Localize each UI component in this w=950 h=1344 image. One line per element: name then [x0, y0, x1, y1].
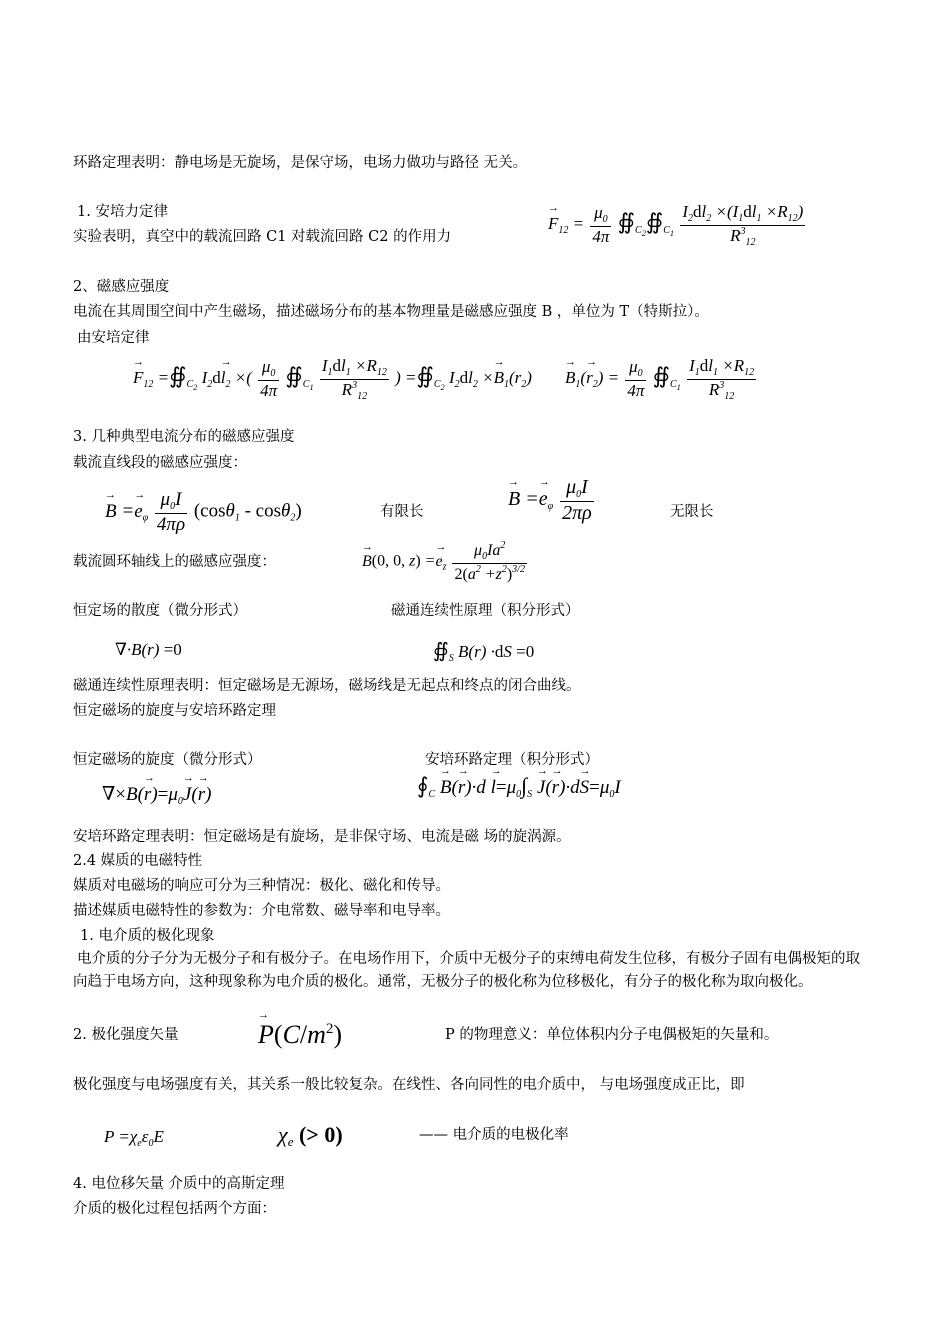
formula-p-chi-e: $P =\chi_e\varepsilon_0E$ — [104, 1127, 164, 1149]
section-heading: 1. 安培力定律 — [77, 204, 168, 220]
section-heading: 3. 几种典型电流分布的磁感应强度 — [73, 429, 295, 445]
text-line: 描述媒质电磁特性的参数为：介电常数、磁导率和电导率。 — [73, 903, 450, 919]
formula-curl: $\nabla\times B(\to r)=\mu_0\to J(\to r)$ — [102, 785, 211, 807]
section-heading: 1. 电介质的极化现象 — [80, 928, 215, 944]
formula-ampere-force: → $F_{12}$ = $\frac{\mu_0}{4\pi}$ $∯_{C_2}∯_{C_1}$ $\frac{I_2dl_2 \times(I_1dl_1 \times R_{12})}{R^3_{12}}$ — [548, 202, 807, 248]
text-line: 介质的极化过程包括两个方面： — [73, 1201, 276, 1217]
formula-finite-wire: → $B =\to e_\varphi$ $\frac{\mu_0I}{4\pi\rho}$ (cosθ$_1$ - cosθ$_2$) — [105, 489, 302, 535]
label-infinite: 无限长 — [670, 504, 714, 520]
text-line: 安培环路定理表明：恒定磁场是有旋场，是非保守场、电流是磁 场的旋涡源。 — [73, 829, 571, 845]
text-line: 电流在其周围空间中产生磁场，描述磁场分布的基本物理量是磁感应强度 B ，单位为 T（特斯拉）。 — [73, 304, 709, 320]
formula-ring-axis: → B(0, 0, $z) =\to e_z$ $\frac{\mu_0Ia^2}{2(a^2 +z^2)^{3/2}}$ — [362, 540, 529, 584]
text-line: P 的物理意义：单位体积内分子电偶极矩的矢量和。 — [445, 1027, 779, 1043]
text-line: 恒定场的散度（微分形式） — [73, 603, 247, 619]
formula-force-via-b: → $F_{12}$ $=∯_{C_2}$ $I_2d\to l_2$ ×( $\frac{\mu_0}{4\pi}$ $∯_{C_1}$ $\frac{I_1dl_1 \times R_{12}}{R^3_{12}}$ ) $=∯_{C_2}$ $I_2dl_2 \times\to B_1(r_2)$ — [133, 356, 532, 402]
formula-flux-continuity: $∯_S$ B(r) ·dS =0 — [433, 640, 535, 664]
text-line: 载流圆环轴线上的磁感应强度： — [73, 554, 276, 570]
text-line: 恒定磁场的旋度（微分形式） — [73, 752, 262, 768]
text-line: 磁通连续性原理（积分形式） — [391, 603, 580, 619]
paragraph-polarization: 电介质的分子分为无极分子和有极分子。在电场作用下，介质中无极分子的束缚电荷发生位移，有极分子固有电偶极矩的取向趋于电场方向，这种现象称为电介质的极化。通常，无极分子的极化称为位移极化，有分子的极化称为取向极化。 — [73, 951, 860, 990]
section-heading: 2. 极化强度矢量 — [73, 1027, 179, 1043]
formula-divergence: ∇·B(r) =0 — [115, 640, 182, 659]
text-line: —— 电介质的电极化率 — [419, 1127, 569, 1143]
section-heading: 4. 电位移矢量 介质中的高斯定理 — [73, 1176, 285, 1192]
text-line: 实验表明，真空中的载流回路 C1 对载流回路 C2 的作用力 — [73, 229, 452, 245]
section-heading: 2、磁感应强度 — [73, 279, 170, 295]
text-line: 载流直线段的磁感应强度： — [73, 455, 247, 471]
formula-infinite-wire: → $B =\to e_\varphi$ $\frac{\mu_0I}{2\pi\rho}$ — [508, 476, 596, 525]
formula-polarization-unit: → $P(C/m^2)$ — [258, 1022, 342, 1048]
formula-ampere-loop: $∮_C \to B(\to r)\cdot d \to l=\mu_0\int_S \to J(\to r)\cdot d\to S=\mu_0I$ — [417, 775, 621, 800]
text-line: 恒定磁场的旋度与安培环路定理 — [73, 703, 276, 719]
text-line: 极化强度与电场强度有关，其关系一般比较复杂。在线性、各向同性的电介质中， 与电场强度成正比，即 — [73, 1077, 745, 1093]
text-line: 安培环路定理（积分形式） — [425, 752, 599, 768]
formula-b1: → $B_1(\to r_2)$ = $\frac{\mu_0}{4\pi}$ $∯_{C_1}$ $\frac{I_1dl_1 \times R_{12}}{R^3_{12}}$ — [565, 356, 758, 402]
text-line: 环路定理表明：静电场是无旋场，是保守场，电场力做功与路径 无关。 — [73, 155, 528, 171]
label-finite: 有限长 — [380, 504, 424, 520]
formula-chi-positive: $\chi_e$ (> 0) — [278, 1122, 343, 1149]
text-line: 媒质对电磁场的响应可分为三种情况：极化、磁化和传导。 — [73, 878, 450, 894]
text-line: 磁通连续性原理表明：恒定磁场是无源场，磁场线是无起点和终点的闭合曲线。 — [73, 678, 581, 694]
section-heading: 2.4 媒质的电磁特性 — [73, 853, 203, 869]
text-line: 由安培定律 — [77, 330, 150, 346]
